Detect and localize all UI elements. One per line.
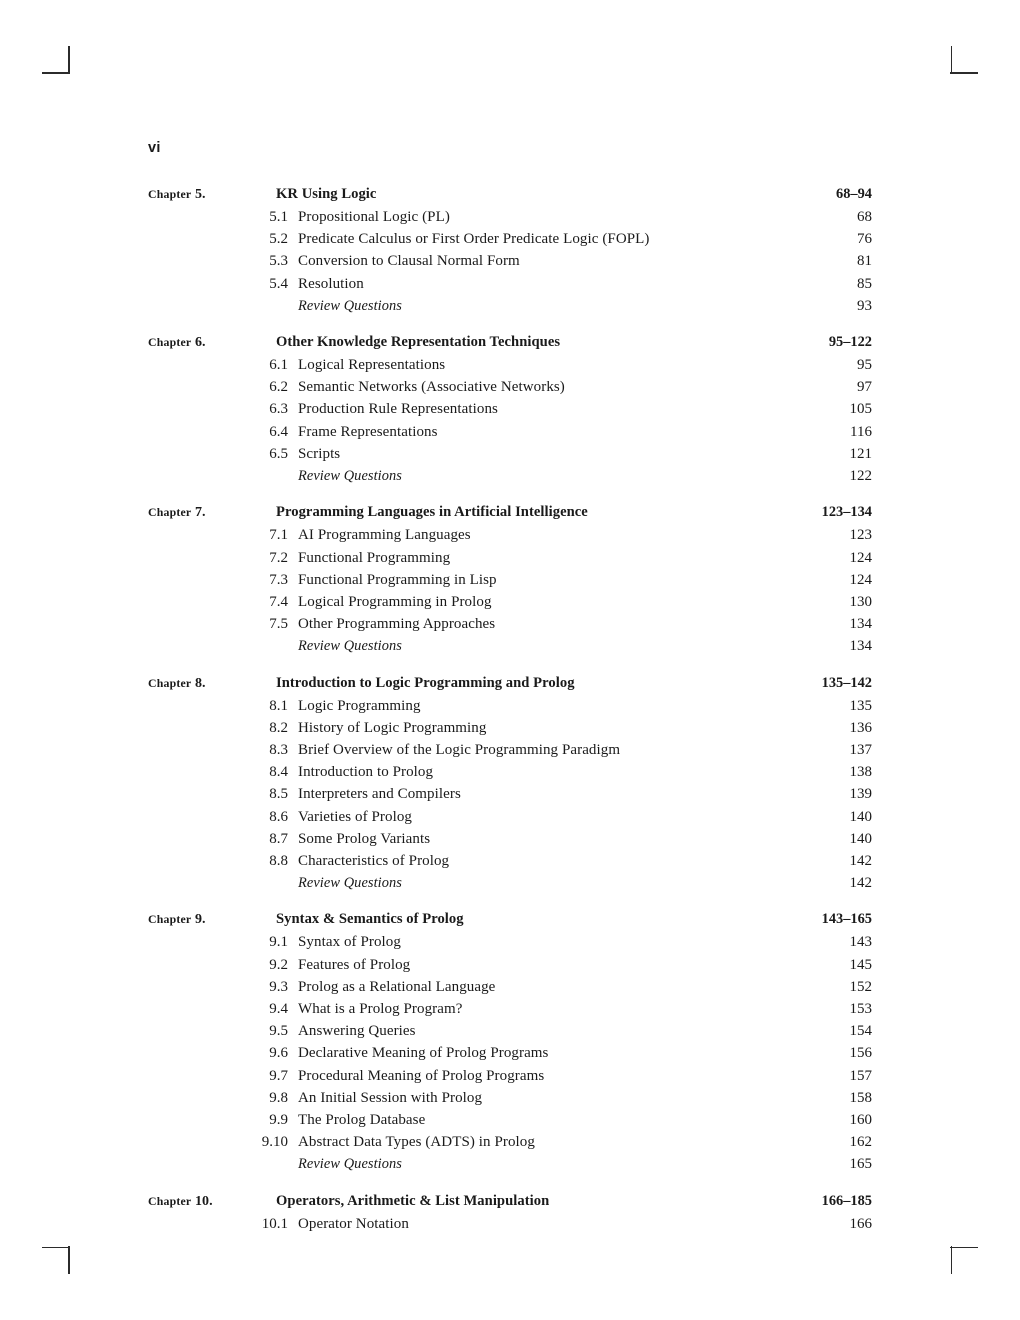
toc-section-page: 124 xyxy=(849,549,872,566)
toc-section-row[interactable] xyxy=(148,376,872,398)
toc-section-title: Production Rule Representations xyxy=(298,401,498,418)
toc-section-number: 7.4 xyxy=(269,593,288,610)
toc-review-questions-label: Review Questions xyxy=(298,468,402,484)
toc-section-number: 5.1 xyxy=(269,209,288,225)
crop-mark-bottom-right xyxy=(932,1228,978,1274)
toc-section-number: 9.3 xyxy=(269,978,288,995)
toc-section-number: 8.4 xyxy=(269,764,288,781)
toc-section-title: Other Programming Approaches xyxy=(298,616,496,633)
toc-section-row[interactable] xyxy=(148,695,872,717)
toc-section-row[interactable] xyxy=(148,547,872,569)
toc-chapter-label xyxy=(148,1194,276,1210)
toc-section-row[interactable] xyxy=(148,998,872,1020)
toc-section-title: Resolution xyxy=(298,275,364,292)
toc-chapter-page-range: 166–185 xyxy=(821,1192,872,1209)
toc-section-title: Features of Prolog xyxy=(298,956,411,973)
toc-chapter-number: 8. xyxy=(194,675,206,691)
toc-section-number: 7.5 xyxy=(269,616,288,633)
toc-section-row[interactable] xyxy=(148,250,872,272)
toc-section-title: Functional Programming in Lisp xyxy=(298,571,497,588)
toc-section-page: 95 xyxy=(857,357,872,374)
toc-section-title: What is a Prolog Program? xyxy=(298,1000,463,1017)
toc-chapter-page-range: 68–94 xyxy=(836,186,872,202)
toc-section-page: 116 xyxy=(850,423,872,440)
toc-section-title: Some Prolog Variants xyxy=(298,830,431,847)
toc-section-row[interactable] xyxy=(148,1020,872,1042)
toc-section-title: Operator Notation xyxy=(298,1215,409,1232)
toc-section-title: Brief Overview of the Logic Programming Paradigm xyxy=(298,741,621,758)
toc-section-page: 165 xyxy=(849,1156,872,1173)
toc-section-row[interactable] xyxy=(148,228,872,250)
crop-mark-top-right xyxy=(932,46,978,92)
toc-section-page: 130 xyxy=(849,593,872,610)
toc-section-page: 105 xyxy=(849,401,872,418)
toc-chapter-title: Syntax & Semantics of Prolog xyxy=(276,911,464,928)
toc-section-row[interactable] xyxy=(148,421,872,443)
toc-section-number: 8.5 xyxy=(269,786,288,803)
toc-section-title: Characteristics of Prolog xyxy=(298,852,450,869)
crop-mark-bottom-left xyxy=(42,1228,88,1274)
toc-section-page: 140 xyxy=(849,830,872,847)
toc-section-page: 145 xyxy=(849,956,872,973)
toc-section-title: Logic Programming xyxy=(298,697,421,714)
toc-section-number: 9.7 xyxy=(269,1067,288,1084)
toc-chapter-row[interactable] xyxy=(148,504,872,521)
crop-mark-top-left xyxy=(42,46,88,92)
toc-section-row[interactable] xyxy=(148,761,872,783)
toc-section-number: 10.1 xyxy=(261,1215,288,1232)
toc-section-page: 137 xyxy=(849,741,872,758)
toc-section-number: 5.2 xyxy=(269,231,288,248)
toc-chapter-number: 9. xyxy=(194,912,206,928)
toc-section-row[interactable] xyxy=(148,828,872,850)
toc-section-row[interactable] xyxy=(148,569,872,591)
toc-section-title: Frame Representations xyxy=(298,423,438,440)
toc-chapter-page-range: 143–165 xyxy=(821,911,872,928)
toc-section-row[interactable] xyxy=(148,872,872,894)
toc-section-page: 122 xyxy=(849,468,872,484)
toc-section-number: 9.2 xyxy=(269,956,288,973)
toc-section-number: 8.3 xyxy=(269,741,288,758)
toc-chapter-title: Programming Languages in Artificial Intelligence xyxy=(276,504,588,521)
toc-section-page: 142 xyxy=(849,875,872,892)
toc-chapter-page-range: 95–122 xyxy=(828,334,872,351)
toc-section-number: 6.5 xyxy=(269,445,288,462)
toc-section-page: 160 xyxy=(849,1111,872,1128)
toc-section-row[interactable] xyxy=(148,976,872,998)
toc-section-number: 6.4 xyxy=(269,423,288,440)
toc-section-row[interactable] xyxy=(148,739,872,761)
toc-section-number: 7.1 xyxy=(269,527,288,544)
toc-section-title: Varieties of Prolog xyxy=(298,808,412,825)
toc-chapter-page-range: 135–142 xyxy=(821,674,872,691)
toc-section-row[interactable] xyxy=(148,295,872,317)
toc-section-row[interactable] xyxy=(148,954,872,976)
toc-section-page: 153 xyxy=(849,1000,872,1017)
toc-section-row[interactable] xyxy=(148,931,872,953)
toc-chapter-word: Chapter xyxy=(148,912,192,927)
toc-section-page: 134 xyxy=(849,638,872,655)
toc-section-page: 68 xyxy=(857,209,872,225)
toc-section-title: Conversion to Clausal Normal Form xyxy=(298,253,520,270)
toc-section-page: 97 xyxy=(857,379,872,396)
toc-section-title: AI Programming Languages xyxy=(298,527,471,544)
toc-chapter-row[interactable] xyxy=(148,675,872,692)
toc-section-page: 85 xyxy=(857,275,872,292)
toc-section-row[interactable] xyxy=(148,591,872,613)
toc-section-title: History of Logic Programming xyxy=(298,719,487,736)
toc-chapter-title: KR Using Logic xyxy=(276,186,377,202)
toc-section-page: 152 xyxy=(849,978,872,995)
toc-chapter-word: Chapter xyxy=(148,1193,192,1208)
toc-section-row[interactable] xyxy=(148,443,872,465)
toc-section-row[interactable] xyxy=(148,717,872,739)
toc-section-number: 8.1 xyxy=(269,697,288,714)
toc-section-page: 166 xyxy=(849,1215,872,1232)
toc-section-page: 134 xyxy=(849,616,872,633)
toc-section-number: 6.2 xyxy=(269,379,288,396)
toc-chapter-number: 5. xyxy=(194,187,206,202)
toc-section-row[interactable] xyxy=(148,783,872,805)
toc-section-page: 76 xyxy=(857,231,872,248)
toc-chapter-title: Introduction to Logic Programming and Prolog xyxy=(276,674,575,691)
toc-section-row[interactable] xyxy=(148,398,872,420)
toc-chapter-word: Chapter xyxy=(148,335,192,350)
toc-section-row[interactable] xyxy=(148,1042,872,1064)
toc-section-page: 139 xyxy=(849,786,872,803)
toc-section-number: 8.8 xyxy=(269,852,288,869)
toc-section-row[interactable] xyxy=(148,524,872,546)
toc-section-title: Logical Programming in Prolog xyxy=(298,593,492,610)
toc-review-questions-label: Review Questions xyxy=(298,297,402,314)
toc-chapter-title: Other Knowledge Representation Techniques xyxy=(276,334,561,351)
toc-section-title: Logical Representations xyxy=(298,357,446,374)
toc-section-number: 9.1 xyxy=(269,934,288,951)
toc-section-number: 9.8 xyxy=(269,1089,288,1106)
toc-section-title: Propositional Logic (PL) xyxy=(298,209,450,225)
toc-section-number: 6.1 xyxy=(269,357,288,374)
toc-section-page: 123 xyxy=(849,527,872,544)
toc-section-title: Predicate Calculus or First Order Predicate Logic (FOPL) xyxy=(298,231,650,248)
toc-section-number: 8.6 xyxy=(269,808,288,825)
toc-chapter-row[interactable] xyxy=(148,911,872,928)
toc-section-page: 156 xyxy=(849,1045,872,1062)
toc-section-title: Procedural Meaning of Prolog Programs xyxy=(298,1067,545,1084)
page-folio: vi xyxy=(148,140,161,156)
toc-section-title: Syntax of Prolog xyxy=(298,934,401,951)
toc-chapter-page-range: 123–134 xyxy=(821,504,872,521)
toc-section-number: 7.2 xyxy=(269,549,288,566)
toc-chapter-label xyxy=(148,912,276,928)
toc-chapter-label xyxy=(148,187,276,203)
toc-section-page: 158 xyxy=(849,1089,872,1106)
toc-section-number: 9.9 xyxy=(269,1111,288,1128)
toc-section-page: 154 xyxy=(849,1023,872,1040)
toc-section-number: 9.4 xyxy=(269,1000,288,1017)
toc-chapter-word: Chapter xyxy=(148,675,192,690)
toc-chapter-number: 7. xyxy=(194,505,206,521)
toc-section-title: Answering Queries xyxy=(298,1023,416,1040)
toc-review-questions-label: Review Questions xyxy=(298,1156,402,1173)
toc-section-title: Functional Programming xyxy=(298,549,451,566)
toc-section-number: 5.3 xyxy=(269,253,288,270)
toc-section-page: 143 xyxy=(849,934,872,951)
toc-review-questions-label: Review Questions xyxy=(298,638,402,655)
toc-chapter-label xyxy=(148,676,276,692)
toc-section-title: The Prolog Database xyxy=(298,1111,426,1128)
toc-section-row[interactable] xyxy=(148,613,872,635)
toc-section-title: Prolog as a Relational Language xyxy=(298,978,496,995)
toc-chapter-title: Operators, Arithmetic & List Manipulation xyxy=(276,1192,550,1209)
toc-section-row[interactable] xyxy=(148,635,872,657)
toc-section-number: 7.3 xyxy=(269,571,288,588)
toc-section-page: 157 xyxy=(849,1067,872,1084)
toc-chapter-row[interactable] xyxy=(148,1193,872,1210)
toc-section-number: 8.2 xyxy=(269,719,288,736)
toc-review-questions-label: Review Questions xyxy=(298,875,402,892)
toc-section-number: 9.5 xyxy=(269,1023,288,1040)
toc-chapter-number: 10. xyxy=(194,1193,213,1209)
toc-section-page: 162 xyxy=(849,1134,872,1151)
toc-section-title: An Initial Session with Prolog xyxy=(298,1089,483,1106)
toc-section-number: 5.4 xyxy=(269,275,288,292)
toc-chapter-row[interactable] xyxy=(148,186,872,203)
toc-chapter-word: Chapter xyxy=(148,187,192,201)
toc-chapter-row[interactable] xyxy=(148,334,872,351)
table-of-contents xyxy=(148,186,872,1235)
toc-section-title: Introduction to Prolog xyxy=(298,764,434,781)
toc-chapter-word: Chapter xyxy=(148,505,192,520)
toc-section-title: Interpreters and Compilers xyxy=(298,786,461,803)
toc-section-page: 124 xyxy=(849,571,872,588)
toc-chapter-label xyxy=(148,505,276,521)
toc-section-title: Declarative Meaning of Prolog Programs xyxy=(298,1045,549,1062)
toc-section-number: 9.6 xyxy=(269,1045,288,1062)
toc-section-row[interactable] xyxy=(148,1213,872,1235)
toc-section-title: Abstract Data Types (ADTS) in Prolog xyxy=(298,1134,535,1151)
toc-section-page: 81 xyxy=(857,253,872,270)
toc-section-row[interactable] xyxy=(148,1131,872,1153)
toc-chapter-label xyxy=(148,335,276,351)
toc-section-page: 121 xyxy=(849,445,872,462)
toc-section-number: 9.10 xyxy=(261,1134,288,1151)
page-content xyxy=(148,140,872,1235)
toc-section-row[interactable] xyxy=(148,850,872,872)
toc-section-page: 136 xyxy=(849,719,872,736)
toc-section-page: 140 xyxy=(849,808,872,825)
toc-section-title: Semantic Networks (Associative Networks) xyxy=(298,379,565,396)
toc-section-row[interactable] xyxy=(148,1109,872,1131)
toc-section-page: 135 xyxy=(849,697,872,714)
toc-section-row[interactable] xyxy=(148,354,872,376)
toc-section-row[interactable] xyxy=(148,465,872,487)
toc-section-row[interactable] xyxy=(148,1153,872,1175)
toc-section-row[interactable] xyxy=(148,1087,872,1109)
toc-section-row[interactable] xyxy=(148,1065,872,1087)
toc-section-title: Scripts xyxy=(298,445,341,462)
toc-section-page: 142 xyxy=(849,852,872,869)
toc-chapter-number: 6. xyxy=(194,335,206,351)
toc-section-row[interactable] xyxy=(148,273,872,295)
toc-section-row[interactable] xyxy=(148,806,872,828)
toc-section-number: 8.7 xyxy=(269,830,288,847)
toc-section-page: 138 xyxy=(849,764,872,781)
toc-section-number: 6.3 xyxy=(269,401,288,418)
toc-section-row[interactable] xyxy=(148,206,872,228)
toc-section-page: 93 xyxy=(857,297,872,314)
